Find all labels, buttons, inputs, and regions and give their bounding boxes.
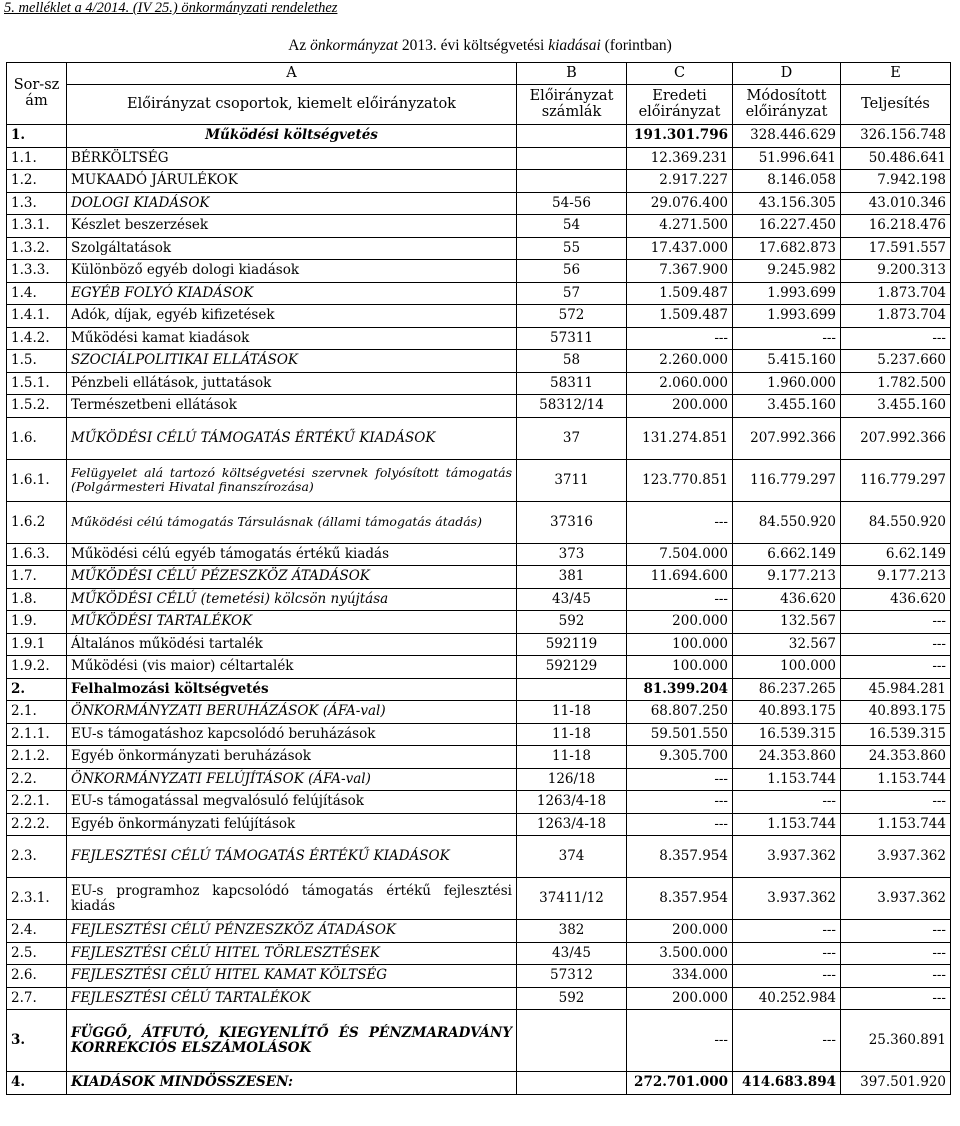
row-completed: --- bbox=[841, 920, 951, 943]
row-completed: 16.218.476 bbox=[841, 215, 951, 238]
row-completed: 6.62.149 bbox=[841, 543, 951, 566]
table-row bbox=[7, 878, 951, 920]
table-row bbox=[7, 147, 951, 170]
title-suffix: (forintban) bbox=[600, 37, 672, 54]
row-completed: --- bbox=[841, 942, 951, 965]
row-completed: 3.937.362 bbox=[841, 836, 951, 878]
row-number: 1.1. bbox=[7, 147, 67, 170]
row-number: 2.3. bbox=[7, 836, 67, 878]
row-completed: --- bbox=[841, 791, 951, 814]
row-number: 1.2. bbox=[7, 170, 67, 193]
row-name: FEJLESZTÉSI CÉLÚ HITEL TÖRLESZTÉSEK bbox=[67, 942, 517, 965]
row-completed: 3.455.160 bbox=[841, 395, 951, 418]
row-account: 126/18 bbox=[517, 768, 627, 791]
table-row bbox=[7, 588, 951, 611]
table-row bbox=[7, 701, 951, 724]
row-modified: --- bbox=[733, 942, 841, 965]
row-completed: 50.486.641 bbox=[841, 147, 951, 170]
row-original: 59.501.550 bbox=[627, 723, 733, 746]
row-completed: 7.942.198 bbox=[841, 170, 951, 193]
row-account: 572 bbox=[517, 305, 627, 328]
row-modified: 24.353.860 bbox=[733, 746, 841, 769]
row-original: --- bbox=[627, 1010, 733, 1072]
budget-table bbox=[6, 62, 951, 1095]
row-account: 3711 bbox=[517, 459, 627, 501]
row-modified: 436.620 bbox=[733, 588, 841, 611]
table-row bbox=[7, 633, 951, 656]
row-completed: 9.200.313 bbox=[841, 260, 951, 283]
row-account: 56 bbox=[517, 260, 627, 283]
row-account: 54 bbox=[517, 215, 627, 238]
table-row bbox=[7, 942, 951, 965]
row-name: EU-s támogatáshoz kapcsolódó beruházások bbox=[67, 723, 517, 746]
row-modified: 1.993.699 bbox=[733, 305, 841, 328]
row-name: Felhalmozási költségvetés bbox=[67, 678, 517, 701]
row-account: 381 bbox=[517, 566, 627, 589]
row-number: 1.5.2. bbox=[7, 395, 67, 418]
row-name: FEJLESZTÉSI CÉLÚ TARTALÉKOK bbox=[67, 987, 517, 1010]
row-number: 1.4.1. bbox=[7, 305, 67, 328]
row-number: 1.4. bbox=[7, 282, 67, 305]
header-col-a: Előirányzat csoportok, kiemelt előirányzatok bbox=[67, 85, 517, 125]
row-original: --- bbox=[627, 791, 733, 814]
row-modified: 40.252.984 bbox=[733, 987, 841, 1010]
row-modified: 32.567 bbox=[733, 633, 841, 656]
table-row bbox=[7, 350, 951, 373]
row-modified: 116.779.297 bbox=[733, 459, 841, 501]
row-original: 68.807.250 bbox=[627, 701, 733, 724]
row-account: 37411/12 bbox=[517, 878, 627, 920]
table-row bbox=[7, 1072, 951, 1095]
row-original: 2.260.000 bbox=[627, 350, 733, 373]
row-completed: --- bbox=[841, 656, 951, 679]
row-completed: 1.873.704 bbox=[841, 282, 951, 305]
row-completed: 436.620 bbox=[841, 588, 951, 611]
row-account: 54-56 bbox=[517, 192, 627, 215]
row-name: MŰKÖDÉSI CÉLÚ (temetési) kölcsön nyújtása bbox=[67, 588, 517, 611]
row-original: 81.399.204 bbox=[627, 678, 733, 701]
row-account: 57312 bbox=[517, 965, 627, 988]
row-modified: 5.415.160 bbox=[733, 350, 841, 373]
row-account: 57311 bbox=[517, 327, 627, 350]
table-row bbox=[7, 965, 951, 988]
row-account: 592119 bbox=[517, 633, 627, 656]
row-number: 2.5. bbox=[7, 942, 67, 965]
row-original: 12.369.231 bbox=[627, 147, 733, 170]
row-modified: --- bbox=[733, 791, 841, 814]
row-number: 1.9. bbox=[7, 611, 67, 634]
row-original: 3.500.000 bbox=[627, 942, 733, 965]
table-row bbox=[7, 920, 951, 943]
row-original: 7.367.900 bbox=[627, 260, 733, 283]
row-modified: 40.893.175 bbox=[733, 701, 841, 724]
row-name: Működési költségvetés bbox=[67, 125, 517, 148]
row-original: 100.000 bbox=[627, 633, 733, 656]
table-row bbox=[7, 327, 951, 350]
row-account bbox=[517, 125, 627, 148]
row-completed: 84.550.920 bbox=[841, 501, 951, 543]
row-number: 1.6. bbox=[7, 417, 67, 459]
row-completed: 17.591.557 bbox=[841, 237, 951, 260]
row-account: 11-18 bbox=[517, 746, 627, 769]
row-number: 1.9.2. bbox=[7, 656, 67, 679]
row-modified: 1.153.744 bbox=[733, 813, 841, 836]
row-completed: 1.153.744 bbox=[841, 768, 951, 791]
row-original: 272.701.000 bbox=[627, 1072, 733, 1095]
row-name: MŰKÖDÉSI CÉLÚ PÉZESZKÖZ ÁTADÁSOK bbox=[67, 566, 517, 589]
row-name: Felügyelet alá tartozó költségvetési szervnek folyósított támogatás (Polgármesteri Hivatal finanszírozása) bbox=[67, 459, 517, 501]
header-letter-c: C bbox=[627, 63, 733, 85]
row-modified: 84.550.920 bbox=[733, 501, 841, 543]
row-number: 1.6.2 bbox=[7, 501, 67, 543]
row-account: 43/45 bbox=[517, 942, 627, 965]
row-modified: 132.567 bbox=[733, 611, 841, 634]
row-original: 7.504.000 bbox=[627, 543, 733, 566]
row-name: EGYÉB FOLYÓ KIADÁSOK bbox=[67, 282, 517, 305]
row-modified: 8.146.058 bbox=[733, 170, 841, 193]
header-col-b: Előirányzat számlák bbox=[517, 85, 627, 125]
table-body bbox=[7, 125, 951, 1095]
row-completed: 326.156.748 bbox=[841, 125, 951, 148]
row-completed: 207.992.366 bbox=[841, 417, 951, 459]
row-modified: 86.237.265 bbox=[733, 678, 841, 701]
row-modified: 43.156.305 bbox=[733, 192, 841, 215]
row-modified: 17.682.873 bbox=[733, 237, 841, 260]
row-name: EU-s támogatással megvalósuló felújítások bbox=[67, 791, 517, 814]
title-middle: 2013. évi költségvetési bbox=[397, 37, 549, 54]
row-completed: 116.779.297 bbox=[841, 459, 951, 501]
table-row bbox=[7, 282, 951, 305]
row-completed: 45.984.281 bbox=[841, 678, 951, 701]
row-modified: 9.245.982 bbox=[733, 260, 841, 283]
row-name: Működési (vis maior) céltartalék bbox=[67, 656, 517, 679]
row-completed: --- bbox=[841, 965, 951, 988]
row-modified: 3.455.160 bbox=[733, 395, 841, 418]
row-number: 2.6. bbox=[7, 965, 67, 988]
row-original: 17.437.000 bbox=[627, 237, 733, 260]
header-letter-d: D bbox=[733, 63, 841, 85]
row-modified: --- bbox=[733, 965, 841, 988]
row-account: 592 bbox=[517, 987, 627, 1010]
row-name: MŰKÖDÉSI CÉLÚ TÁMOGATÁS ÉRTÉKŰ KIADÁSOK bbox=[67, 417, 517, 459]
row-name: Természetbeni ellátások bbox=[67, 395, 517, 418]
row-account: 11-18 bbox=[517, 723, 627, 746]
header-col-d: Módosított előirányzat bbox=[733, 85, 841, 125]
row-account: 1263/4-18 bbox=[517, 813, 627, 836]
row-number: 1.6.1. bbox=[7, 459, 67, 501]
row-number: 3. bbox=[7, 1010, 67, 1072]
row-modified: --- bbox=[733, 1010, 841, 1072]
row-account: 37316 bbox=[517, 501, 627, 543]
row-name: BÉRKÖLTSÉG bbox=[67, 147, 517, 170]
row-number: 2.1.2. bbox=[7, 746, 67, 769]
annex-line: 5. melléklet a 4/2014. (IV 25.) önkormányzati rendelethez bbox=[4, 0, 338, 16]
row-completed: 24.353.860 bbox=[841, 746, 951, 769]
row-name: FEJLESZTÉSI CÉLÚ HITEL KAMAT KÖLTSÉG bbox=[67, 965, 517, 988]
row-name: SZOCIÁLPOLITIKAI ELLÁTÁSOK bbox=[67, 350, 517, 373]
row-account: 43/45 bbox=[517, 588, 627, 611]
title-italic-2: kiadásai bbox=[548, 37, 601, 54]
table-row bbox=[7, 305, 951, 328]
row-completed: --- bbox=[841, 327, 951, 350]
row-original: 100.000 bbox=[627, 656, 733, 679]
row-completed: 25.360.891 bbox=[841, 1010, 951, 1072]
title-prefix: Az bbox=[288, 37, 311, 54]
row-original: 200.000 bbox=[627, 920, 733, 943]
row-completed: 397.501.920 bbox=[841, 1072, 951, 1095]
row-modified: 1.960.000 bbox=[733, 372, 841, 395]
row-name: EU-s programhoz kapcsolódó támogatás értékű fejlesztési kiadás bbox=[67, 878, 517, 920]
table-row bbox=[7, 215, 951, 238]
table-row bbox=[7, 791, 951, 814]
row-modified: 6.662.149 bbox=[733, 543, 841, 566]
row-completed: --- bbox=[841, 987, 951, 1010]
row-account bbox=[517, 1010, 627, 1072]
row-original: 334.000 bbox=[627, 965, 733, 988]
table-row bbox=[7, 836, 951, 878]
row-account: 373 bbox=[517, 543, 627, 566]
row-original: --- bbox=[627, 588, 733, 611]
row-modified: 16.539.315 bbox=[733, 723, 841, 746]
row-account: 58312/14 bbox=[517, 395, 627, 418]
header-col-c: Eredeti előirányzat bbox=[627, 85, 733, 125]
row-name: FEJLESZTÉSI CÉLÚ TÁMOGATÁS ÉRTÉKŰ KIADÁSOK bbox=[67, 836, 517, 878]
row-modified: 16.227.450 bbox=[733, 215, 841, 238]
row-number: 1.3.3. bbox=[7, 260, 67, 283]
row-account: 58 bbox=[517, 350, 627, 373]
row-name: Különböző egyéb dologi kiadások bbox=[67, 260, 517, 283]
row-modified: 1.153.744 bbox=[733, 768, 841, 791]
row-number: 2.3.1. bbox=[7, 878, 67, 920]
row-completed: 1.782.500 bbox=[841, 372, 951, 395]
row-original: 123.770.851 bbox=[627, 459, 733, 501]
row-original: 29.076.400 bbox=[627, 192, 733, 215]
row-number: 1.5.1. bbox=[7, 372, 67, 395]
row-number: 1. bbox=[7, 125, 67, 148]
header-letter-a: A bbox=[67, 63, 517, 85]
row-name: Működési kamat kiadások bbox=[67, 327, 517, 350]
row-completed: 43.010.346 bbox=[841, 192, 951, 215]
row-original: 8.357.954 bbox=[627, 878, 733, 920]
row-original: --- bbox=[627, 327, 733, 350]
row-name: Egyéb önkormányzati felújítások bbox=[67, 813, 517, 836]
row-account: 55 bbox=[517, 237, 627, 260]
row-original: 4.271.500 bbox=[627, 215, 733, 238]
row-completed: 1.873.704 bbox=[841, 305, 951, 328]
row-original: 1.509.487 bbox=[627, 282, 733, 305]
row-name: ÖNKORMÁNYZATI BERUHÁZÁSOK (ÁFA-val) bbox=[67, 701, 517, 724]
row-account: 58311 bbox=[517, 372, 627, 395]
row-modified: 9.177.213 bbox=[733, 566, 841, 589]
table-row bbox=[7, 372, 951, 395]
table-row bbox=[7, 260, 951, 283]
row-name: FEJLESZTÉSI CÉLÚ PÉNZESZKÖZ ÁTADÁSOK bbox=[67, 920, 517, 943]
table-row bbox=[7, 501, 951, 543]
row-name: KIADÁSOK MINDÖSSZESEN: bbox=[67, 1072, 517, 1095]
row-number: 1.3.2. bbox=[7, 237, 67, 260]
row-name: Adók, díjak, egyéb kifizetések bbox=[67, 305, 517, 328]
row-name: Működési célú támogatás Társulásnak (állami támogatás átadás) bbox=[67, 501, 517, 543]
row-modified: 1.993.699 bbox=[733, 282, 841, 305]
row-modified: --- bbox=[733, 920, 841, 943]
row-number: 1.4.2. bbox=[7, 327, 67, 350]
row-account bbox=[517, 1072, 627, 1095]
row-original: --- bbox=[627, 501, 733, 543]
row-completed: 5.237.660 bbox=[841, 350, 951, 373]
header-col-e: Teljesítés bbox=[841, 85, 951, 125]
row-account: 592129 bbox=[517, 656, 627, 679]
row-account: 1263/4-18 bbox=[517, 791, 627, 814]
row-name: Egyéb önkormányzati beruházások bbox=[67, 746, 517, 769]
table-row bbox=[7, 566, 951, 589]
row-number: 2.1.1. bbox=[7, 723, 67, 746]
row-account bbox=[517, 147, 627, 170]
row-account: 374 bbox=[517, 836, 627, 878]
row-number: 1.6.3. bbox=[7, 543, 67, 566]
title-italic-1: önkormányzat bbox=[310, 37, 398, 54]
row-modified: 328.446.629 bbox=[733, 125, 841, 148]
row-name: Általános működési tartalék bbox=[67, 633, 517, 656]
table-row bbox=[7, 768, 951, 791]
table-row bbox=[7, 678, 951, 701]
row-number: 1.8. bbox=[7, 588, 67, 611]
table-row bbox=[7, 459, 951, 501]
table-row bbox=[7, 1010, 951, 1072]
table-row bbox=[7, 723, 951, 746]
row-original: 200.000 bbox=[627, 611, 733, 634]
row-number: 1.7. bbox=[7, 566, 67, 589]
row-name: Pénzbeli ellátások, juttatások bbox=[67, 372, 517, 395]
row-original: 11.694.600 bbox=[627, 566, 733, 589]
row-original: 200.000 bbox=[627, 395, 733, 418]
row-modified: 414.683.894 bbox=[733, 1072, 841, 1095]
row-completed: --- bbox=[841, 611, 951, 634]
row-completed: 9.177.213 bbox=[841, 566, 951, 589]
row-account: 57 bbox=[517, 282, 627, 305]
row-account bbox=[517, 170, 627, 193]
row-original: 1.509.487 bbox=[627, 305, 733, 328]
table-row bbox=[7, 987, 951, 1010]
table-row bbox=[7, 543, 951, 566]
row-original: 191.301.796 bbox=[627, 125, 733, 148]
row-account: 37 bbox=[517, 417, 627, 459]
row-original: 9.305.700 bbox=[627, 746, 733, 769]
row-name: ÖNKORMÁNYZATI FELÚJÍTÁSOK (ÁFA-val) bbox=[67, 768, 517, 791]
table-row bbox=[7, 417, 951, 459]
row-original: --- bbox=[627, 813, 733, 836]
table-row bbox=[7, 170, 951, 193]
row-name: Működési célú egyéb támogatás értékű kiadás bbox=[67, 543, 517, 566]
table-row bbox=[7, 192, 951, 215]
row-number: 2.2. bbox=[7, 768, 67, 791]
table-row bbox=[7, 813, 951, 836]
row-modified: 51.996.641 bbox=[733, 147, 841, 170]
row-name: DOLOGI KIADÁSOK bbox=[67, 192, 517, 215]
row-number: 2.4. bbox=[7, 920, 67, 943]
table-row bbox=[7, 746, 951, 769]
row-original: 2.060.000 bbox=[627, 372, 733, 395]
row-number: 1.3.1. bbox=[7, 215, 67, 238]
row-number: 1.3. bbox=[7, 192, 67, 215]
row-original: 131.274.851 bbox=[627, 417, 733, 459]
table-row bbox=[7, 656, 951, 679]
row-number: 2.1. bbox=[7, 701, 67, 724]
row-original: 2.917.227 bbox=[627, 170, 733, 193]
row-account bbox=[517, 678, 627, 701]
row-completed: --- bbox=[841, 633, 951, 656]
table-row bbox=[7, 395, 951, 418]
table-row bbox=[7, 125, 951, 148]
table-row bbox=[7, 611, 951, 634]
row-original: 8.357.954 bbox=[627, 836, 733, 878]
row-modified: 100.000 bbox=[733, 656, 841, 679]
row-modified: 3.937.362 bbox=[733, 836, 841, 878]
row-account: 11-18 bbox=[517, 701, 627, 724]
row-name: FÜGGŐ, ÁTFUTÓ, KIEGYENLÍTŐ ÉS PÉNZMARADVÁNY KORREKCIÓS ELSZÁMOLÁSOK bbox=[67, 1010, 517, 1072]
table-row bbox=[7, 237, 951, 260]
row-name: Szolgáltatások bbox=[67, 237, 517, 260]
row-number: 2.2.2. bbox=[7, 813, 67, 836]
row-completed: 3.937.362 bbox=[841, 878, 951, 920]
row-completed: 1.153.744 bbox=[841, 813, 951, 836]
row-modified: --- bbox=[733, 327, 841, 350]
row-account: 382 bbox=[517, 920, 627, 943]
header-letter-e: E bbox=[841, 63, 951, 85]
row-number: 2.7. bbox=[7, 987, 67, 1010]
row-account: 592 bbox=[517, 611, 627, 634]
row-modified: 207.992.366 bbox=[733, 417, 841, 459]
row-original: --- bbox=[627, 768, 733, 791]
row-completed: 16.539.315 bbox=[841, 723, 951, 746]
row-number: 1.5. bbox=[7, 350, 67, 373]
row-name: MŰKÖDÉSI TARTALÉKOK bbox=[67, 611, 517, 634]
row-number: 4. bbox=[7, 1072, 67, 1095]
header-letter-b: B bbox=[517, 63, 627, 85]
row-name: MUKAADÓ JÁRULÉKOK bbox=[67, 170, 517, 193]
header-rownum: Sor-szám bbox=[7, 63, 67, 125]
row-name: Készlet beszerzések bbox=[67, 215, 517, 238]
row-original: 200.000 bbox=[627, 987, 733, 1010]
row-number: 2.2.1. bbox=[7, 791, 67, 814]
row-number: 2. bbox=[7, 678, 67, 701]
row-modified: 3.937.362 bbox=[733, 878, 841, 920]
row-completed: 40.893.175 bbox=[841, 701, 951, 724]
row-number: 1.9.1 bbox=[7, 633, 67, 656]
page-title bbox=[180, 37, 780, 55]
